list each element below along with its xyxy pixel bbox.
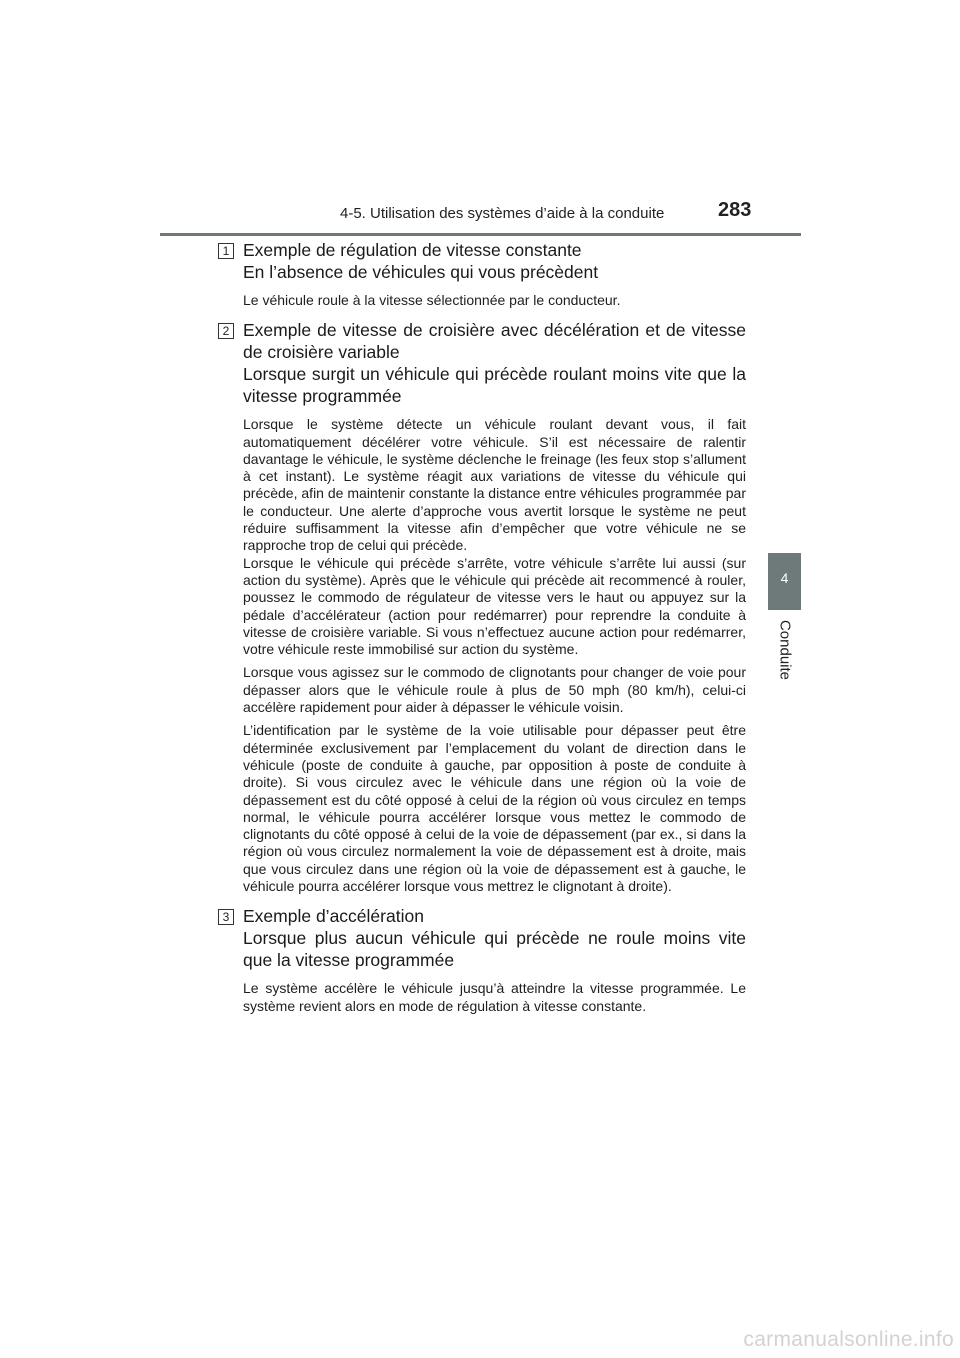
body-paragraph: Lorsque vous agissez sur le commodo de clignotants pour changer de voie pour dépasser alors que le véhicule roule à plus de 50 mph (80 km/h), celui-ci accélère rapidement pour aider à dépasser le véhicule voisin. (243, 664, 746, 716)
chapter-label (776, 620, 794, 680)
example-block-1 (218, 239, 746, 309)
block-heading (243, 319, 746, 407)
chapter-number: 4 (780, 570, 789, 586)
chapter-label-text: Conduite (776, 619, 794, 681)
chapter-tab (768, 553, 801, 610)
body-paragraph: Lorsque le système détecte un véhicule roulant devant vous, il fait automatiquement décélérer votre véhicule. S’il est nécessaire de ralentir davantage le véhicule, le système déclenche le freinage (les feux stop s’allument à cet instant). Le système réagit aux variations de vitesse du véhicule qui précède, afin de maintenir constante la distance entre véhicules programmée par le conducteur. Une alerte d’approche vous avertit lorsque le système ne peut réduire suffisamment la vitesse afin d’empêcher que votre véhicule ne se rapproche trop de celui qui précède. (243, 416, 746, 554)
body-paragraph: Le système accélère le véhicule jusqu’à atteindre la vitesse programmée. Le système revient alors en mode de régulation à vitesse constante. (243, 980, 746, 1014)
running-header: 4-5. Utilisation des systèmes d’aide à la conduite (340, 205, 665, 222)
example-block-3 (218, 905, 746, 1015)
heading-line: Exemple de vitesse de croisière avec décélération et de vitesse de croisière variable (243, 320, 746, 363)
heading-line: En l’absence de véhicules qui vous précèdent (243, 262, 599, 282)
heading-line: Exemple d’accélération (243, 906, 424, 927)
body-paragraph: L’identification par le système de la voie utilisable pour dépasser peut être déterminée exclusivement par l’emplacement du volant de direction dans le véhicule (poste de conduite à gauche, par opposition à poste de conduite à droite). Si vous circulez avec le véhicule dans une région où la voie de dépassement est du côté opposé à celui de la région où vous circulez en temps normal, le véhicule pourra accélérer lorsque vous mettez le commodo de clignotants du côté opposé à celui de la voie de dépassement (par ex., si dans la région où vous circulez normalement la voie de dépassement est à droite, mais que vous circulez dans une région où la voie de dépassement est à gauche, le véhicule pourra accélérer lorsque vous mettrez le clignotant à droite). (243, 722, 746, 895)
page-number: 283 (718, 199, 752, 221)
body-paragraph: Lorsque le véhicule qui précède s’arrête, votre véhicule s’arrête lui aussi (sur action du système). Après que le véhicule qui précède ait recommencé à rouler, poussez le commodo de régulateur de vitesse vers le haut ou appuyez sur la pédale d’accélérateur (action pour redémarrer) pour reprendre la conduite à vitesse de croisière variable. Si vous n’effectuez aucune action pour redémarrer, votre véhicule reste immobilisé sur action du système. (243, 554, 746, 658)
heading-line: Exemple de régulation de vitesse constante (243, 240, 582, 260)
heading-line: Lorsque surgit un véhicule qui précède roulant moins vite que la vitesse programmée (243, 364, 746, 407)
main-content (218, 239, 746, 1015)
block-heading (243, 905, 746, 971)
site-watermark: carmanualsonline.info (743, 1328, 954, 1351)
number-marker: 2 (218, 323, 234, 339)
number-marker: 3 (218, 909, 234, 925)
number-marker: 1 (218, 243, 234, 259)
heading-line: Lorsque plus aucun véhicule qui précède ne roule moins vite que la vitesse programmée (243, 928, 746, 971)
example-block-2 (218, 319, 746, 895)
block-heading (243, 239, 746, 283)
body-paragraph: Le véhicule roule à la vitesse sélectionnée par le conducteur. (243, 292, 621, 308)
header-rule (160, 233, 801, 236)
